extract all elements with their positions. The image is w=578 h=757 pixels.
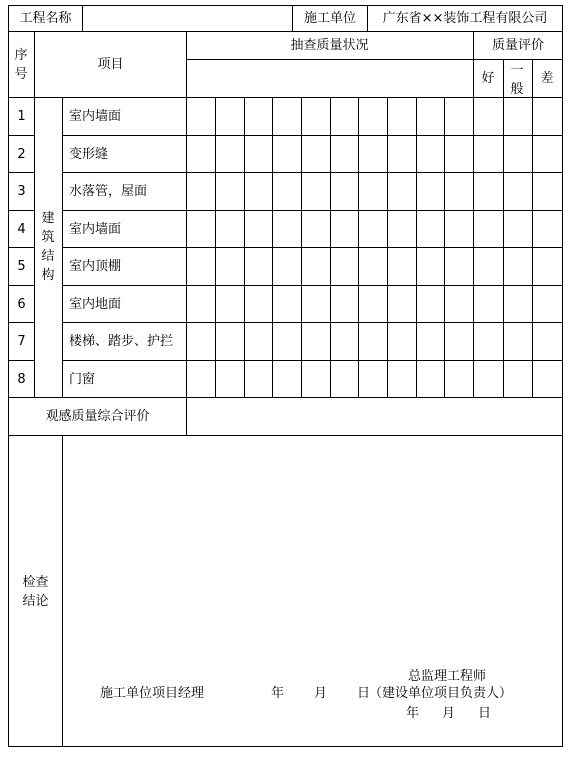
seq-column-header: 序 号 — [14, 48, 28, 82]
row-number: 2 — [17, 147, 26, 162]
row-item: 室内墙面 — [69, 222, 122, 237]
contractor-value[interactable]: 广东省××装饰工程有限公司 — [382, 11, 548, 26]
rating-column-header: 质量评价 — [491, 38, 544, 53]
rating-good-header: 好 — [481, 71, 495, 86]
conclusion-field[interactable] — [64, 437, 561, 667]
contractor-label: 施工单位 — [303, 11, 356, 26]
rating-average-header: 一 般 — [510, 63, 524, 97]
owner-representative-label: （建设单位项目负责人） — [369, 686, 513, 701]
project-name-label: 工程名称 — [19, 11, 72, 26]
row-item: 门窗 — [69, 372, 96, 387]
chief-date-month: 月 — [442, 706, 456, 721]
row-item: 楼梯、踏步、护拦 — [69, 334, 174, 349]
conclusion-label: 检查 结论 — [22, 575, 49, 609]
overall-evaluation-label: 观感质量综合评价 — [45, 409, 150, 424]
row-number: 4 — [17, 222, 26, 237]
row-number: 1 — [17, 109, 26, 124]
project-manager-signature-label: 施工单位项目经理 — [100, 686, 205, 701]
row-number: 5 — [17, 259, 26, 274]
row-item: 水落管，屋面 — [69, 184, 148, 199]
chief-date-day: 日 — [478, 706, 492, 721]
row-item: 变形缝 — [69, 147, 109, 162]
category-label: 建 筑 结 构 — [41, 211, 55, 283]
row-number: 6 — [17, 297, 26, 312]
row-item: 室内地面 — [69, 297, 122, 312]
overall-evaluation-field[interactable] — [188, 399, 561, 434]
row-number: 7 — [17, 334, 26, 349]
pm-date-year: 年 — [271, 686, 285, 701]
row-number: 3 — [17, 184, 26, 199]
inspection-column-header: 抽查质量状况 — [290, 38, 369, 53]
pm-date-day: 日 — [357, 686, 371, 701]
chief-date-year: 年 — [406, 706, 420, 721]
rating-poor-header: 差 — [540, 71, 554, 86]
chief-engineer-label: 总监理工程师 — [408, 669, 487, 684]
row-item: 室内顶棚 — [69, 259, 122, 274]
row-number: 8 — [17, 372, 26, 387]
pm-date-month: 月 — [314, 686, 328, 701]
item-column-header: 项目 — [97, 57, 124, 72]
row-item: 室内墙面 — [69, 109, 122, 124]
